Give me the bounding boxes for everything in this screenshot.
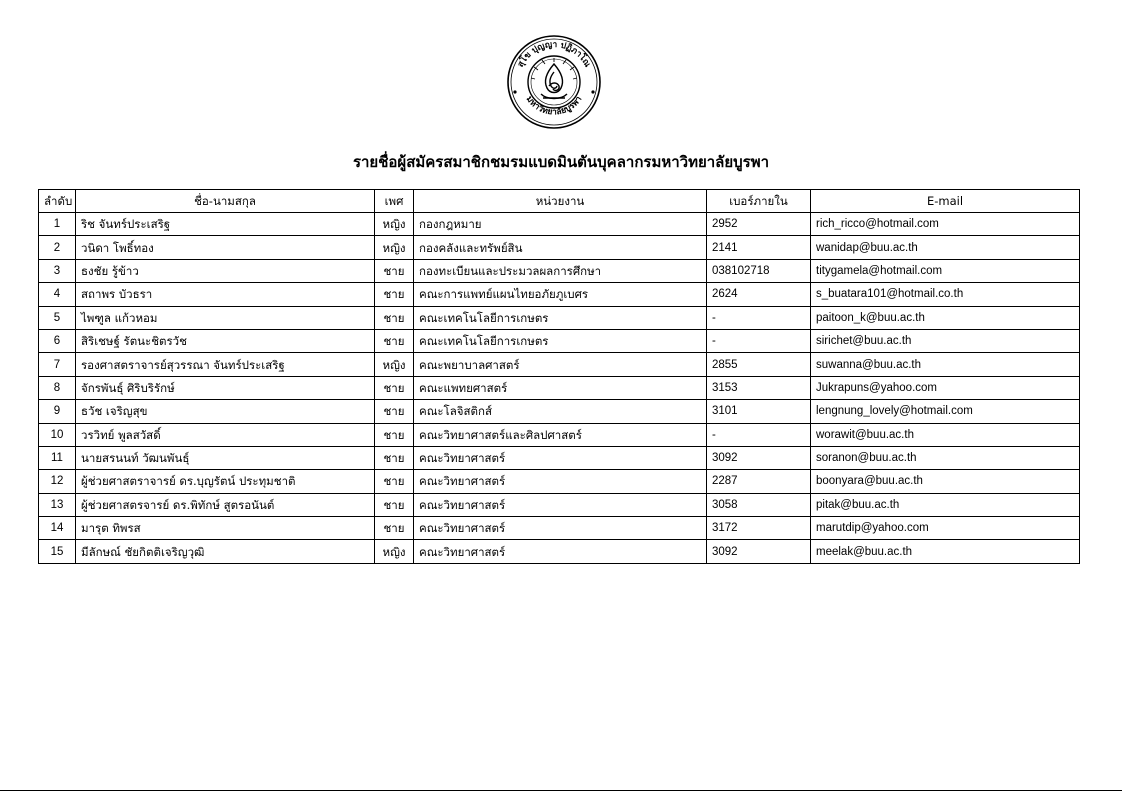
cell-order: 13 xyxy=(39,493,76,516)
cell-order: 8 xyxy=(39,376,76,399)
header-name: ชื่อ-นามสกุล xyxy=(76,190,375,213)
cell-order: 5 xyxy=(39,306,76,329)
cell-unit: คณะวิทยาศาสตร์ xyxy=(414,493,707,516)
cell-sex: ชาย xyxy=(375,283,414,306)
cell-name: ธงชัย รู้ข้าว xyxy=(76,259,375,282)
university-seal-logo xyxy=(505,24,603,144)
cell-name: ผู้ช่วยศาสตรจารย์ ดร.พิทักษ์ สูตรอนันต์ xyxy=(76,493,375,516)
cell-unit: กองทะเบียนและประมวลผลการศึกษา xyxy=(414,259,707,282)
cell-extension: 2141 xyxy=(707,236,811,259)
cell-email: suwanna@buu.ac.th xyxy=(811,353,1080,376)
svg-text:มหาวิทยาลัยบูรพา: มหาวิทยาลัยบูรพา xyxy=(523,94,585,118)
cell-order: 15 xyxy=(39,540,76,563)
cell-email: boonyara@buu.ac.th xyxy=(811,470,1080,493)
cell-email: soranon@buu.ac.th xyxy=(811,446,1080,469)
cell-extension: 2287 xyxy=(707,470,811,493)
cell-unit: คณะเทคโนโลยีการเกษตร xyxy=(414,306,707,329)
cell-sex: หญิง xyxy=(375,540,414,563)
cell-name: ริช จันทร์ประเสริฐ xyxy=(76,213,375,236)
page-bottom-rule xyxy=(0,790,1122,791)
cell-order: 6 xyxy=(39,329,76,352)
cell-name: มารุต ทิพรส xyxy=(76,517,375,540)
svg-text:สุโข ปุญญา ปฏิภาโณ: สุโข ปุญญา ปฏิภาโณ xyxy=(515,39,593,70)
table-row xyxy=(39,517,1080,540)
cell-sex: ชาย xyxy=(375,493,414,516)
cell-unit: คณะการแพทย์แผนไทยอภัยภูเบศร xyxy=(414,283,707,306)
cell-sex: ชาย xyxy=(375,329,414,352)
members-table xyxy=(38,189,1080,564)
cell-order: 10 xyxy=(39,423,76,446)
header-extension: เบอร์ภายใน xyxy=(707,190,811,213)
table-row xyxy=(39,236,1080,259)
cell-sex: ชาย xyxy=(375,446,414,469)
header-order: ลำดับ xyxy=(39,190,76,213)
cell-sex: หญิง xyxy=(375,236,414,259)
table-row xyxy=(39,329,1080,352)
cell-order: 14 xyxy=(39,517,76,540)
cell-email: s_buatara101@hotmail.co.th xyxy=(811,283,1080,306)
cell-email: lengnung_lovely@hotmail.com xyxy=(811,400,1080,423)
cell-order: 2 xyxy=(39,236,76,259)
cell-sex: ชาย xyxy=(375,376,414,399)
header-sex: เพศ xyxy=(375,190,414,213)
cell-email: wanidap@buu.ac.th xyxy=(811,236,1080,259)
cell-sex: ชาย xyxy=(375,470,414,493)
cell-extension: - xyxy=(707,306,811,329)
cell-name: สถาพร บัวธรา xyxy=(76,283,375,306)
cell-email: sirichet@buu.ac.th xyxy=(811,329,1080,352)
document-title: รายชื่อผู้สมัครสมาชิกชมรมแบดมินตันบุคลากรมหาวิทยาลัยบูรพา xyxy=(352,153,770,171)
header-unit: หน่วยงาน xyxy=(414,190,707,213)
cell-unit: คณะพยาบาลศาสตร์ xyxy=(414,353,707,376)
cell-email: pitak@buu.ac.th xyxy=(811,493,1080,516)
cell-email: marutdip@yahoo.com xyxy=(811,517,1080,540)
cell-extension: 3172 xyxy=(707,517,811,540)
cell-order: 1 xyxy=(39,213,76,236)
table-row xyxy=(39,306,1080,329)
cell-order: 12 xyxy=(39,470,76,493)
cell-unit: คณะวิทยาศาสตร์ xyxy=(414,470,707,493)
cell-unit: คณะวิทยาศาสตร์ xyxy=(414,517,707,540)
table-row xyxy=(39,423,1080,446)
cell-extension: 3092 xyxy=(707,446,811,469)
table-row xyxy=(39,353,1080,376)
cell-unit: คณะวิทยาศาสตร์และศิลปศาสตร์ xyxy=(414,423,707,446)
cell-name: รองศาสตราจารย์สุวรรณา จันทร์ประเสริฐ xyxy=(76,353,375,376)
table-header-row xyxy=(39,190,1080,213)
cell-sex: ชาย xyxy=(375,400,414,423)
cell-name: วรวิทย์ พูลสวัสดิ์ xyxy=(76,423,375,446)
cell-extension: - xyxy=(707,329,811,352)
cell-order: 4 xyxy=(39,283,76,306)
cell-unit: คณะวิทยาศาสตร์ xyxy=(414,540,707,563)
cell-name: วนิดา โพธิ์ทอง xyxy=(76,236,375,259)
cell-sex: ชาย xyxy=(375,423,414,446)
cell-extension: 3101 xyxy=(707,400,811,423)
cell-email: paitoon_k@buu.ac.th xyxy=(811,306,1080,329)
cell-unit: กองกฎหมาย xyxy=(414,213,707,236)
cell-extension: 3092 xyxy=(707,540,811,563)
cell-extension: 2855 xyxy=(707,353,811,376)
cell-sex: หญิง xyxy=(375,213,414,236)
cell-extension: 2624 xyxy=(707,283,811,306)
table-row xyxy=(39,259,1080,282)
table-row xyxy=(39,283,1080,306)
cell-name: จักรพันธุ์ ศิริบริรักษ์ xyxy=(76,376,375,399)
cell-unit: คณะโลจิสติกส์ xyxy=(414,400,707,423)
cell-extension: - xyxy=(707,423,811,446)
table-row xyxy=(39,470,1080,493)
table-row xyxy=(39,376,1080,399)
table-row xyxy=(39,540,1080,563)
cell-email: rich_ricco@hotmail.com xyxy=(811,213,1080,236)
cell-order: 7 xyxy=(39,353,76,376)
cell-extension: 3058 xyxy=(707,493,811,516)
cell-extension: 3153 xyxy=(707,376,811,399)
cell-name: สิริเชษฐ์ รัตนะชิตรวัช xyxy=(76,329,375,352)
cell-sex: ชาย xyxy=(375,306,414,329)
cell-email: worawit@buu.ac.th xyxy=(811,423,1080,446)
cell-unit: คณะเทคโนโลยีการเกษตร xyxy=(414,329,707,352)
cell-name: ไพฑูล แก้วหอม xyxy=(76,306,375,329)
cell-order: 3 xyxy=(39,259,76,282)
cell-name: ธวัช เจริญสุข xyxy=(76,400,375,423)
table-row xyxy=(39,400,1080,423)
cell-email: Jukrapuns@yahoo.com xyxy=(811,376,1080,399)
cell-name: ผู้ช่วยศาสตราจารย์ ดร.บุญรัตน์ ประทุมชาติ xyxy=(76,470,375,493)
cell-unit: กองคลังและทรัพย์สิน xyxy=(414,236,707,259)
cell-order: 9 xyxy=(39,400,76,423)
cell-sex: หญิง xyxy=(375,353,414,376)
cell-sex: ชาย xyxy=(375,517,414,540)
cell-name: มีลักษณ์ ชัยกิตติเจริญวุฒิ xyxy=(76,540,375,563)
cell-name: นายสรนนท์ วัฒนพันธุ์ xyxy=(76,446,375,469)
table-row xyxy=(39,493,1080,516)
cell-extension: 2952 xyxy=(707,213,811,236)
cell-unit: คณะวิทยาศาสตร์ xyxy=(414,446,707,469)
table-row xyxy=(39,213,1080,236)
header-email: E-mail xyxy=(811,190,1080,213)
cell-order: 11 xyxy=(39,446,76,469)
cell-email: titygamela@hotmail.com xyxy=(811,259,1080,282)
cell-email: meelak@buu.ac.th xyxy=(811,540,1080,563)
cell-sex: ชาย xyxy=(375,259,414,282)
cell-extension: 038102718 xyxy=(707,259,811,282)
table-row xyxy=(39,446,1080,469)
cell-unit: คณะแพทยศาสตร์ xyxy=(414,376,707,399)
